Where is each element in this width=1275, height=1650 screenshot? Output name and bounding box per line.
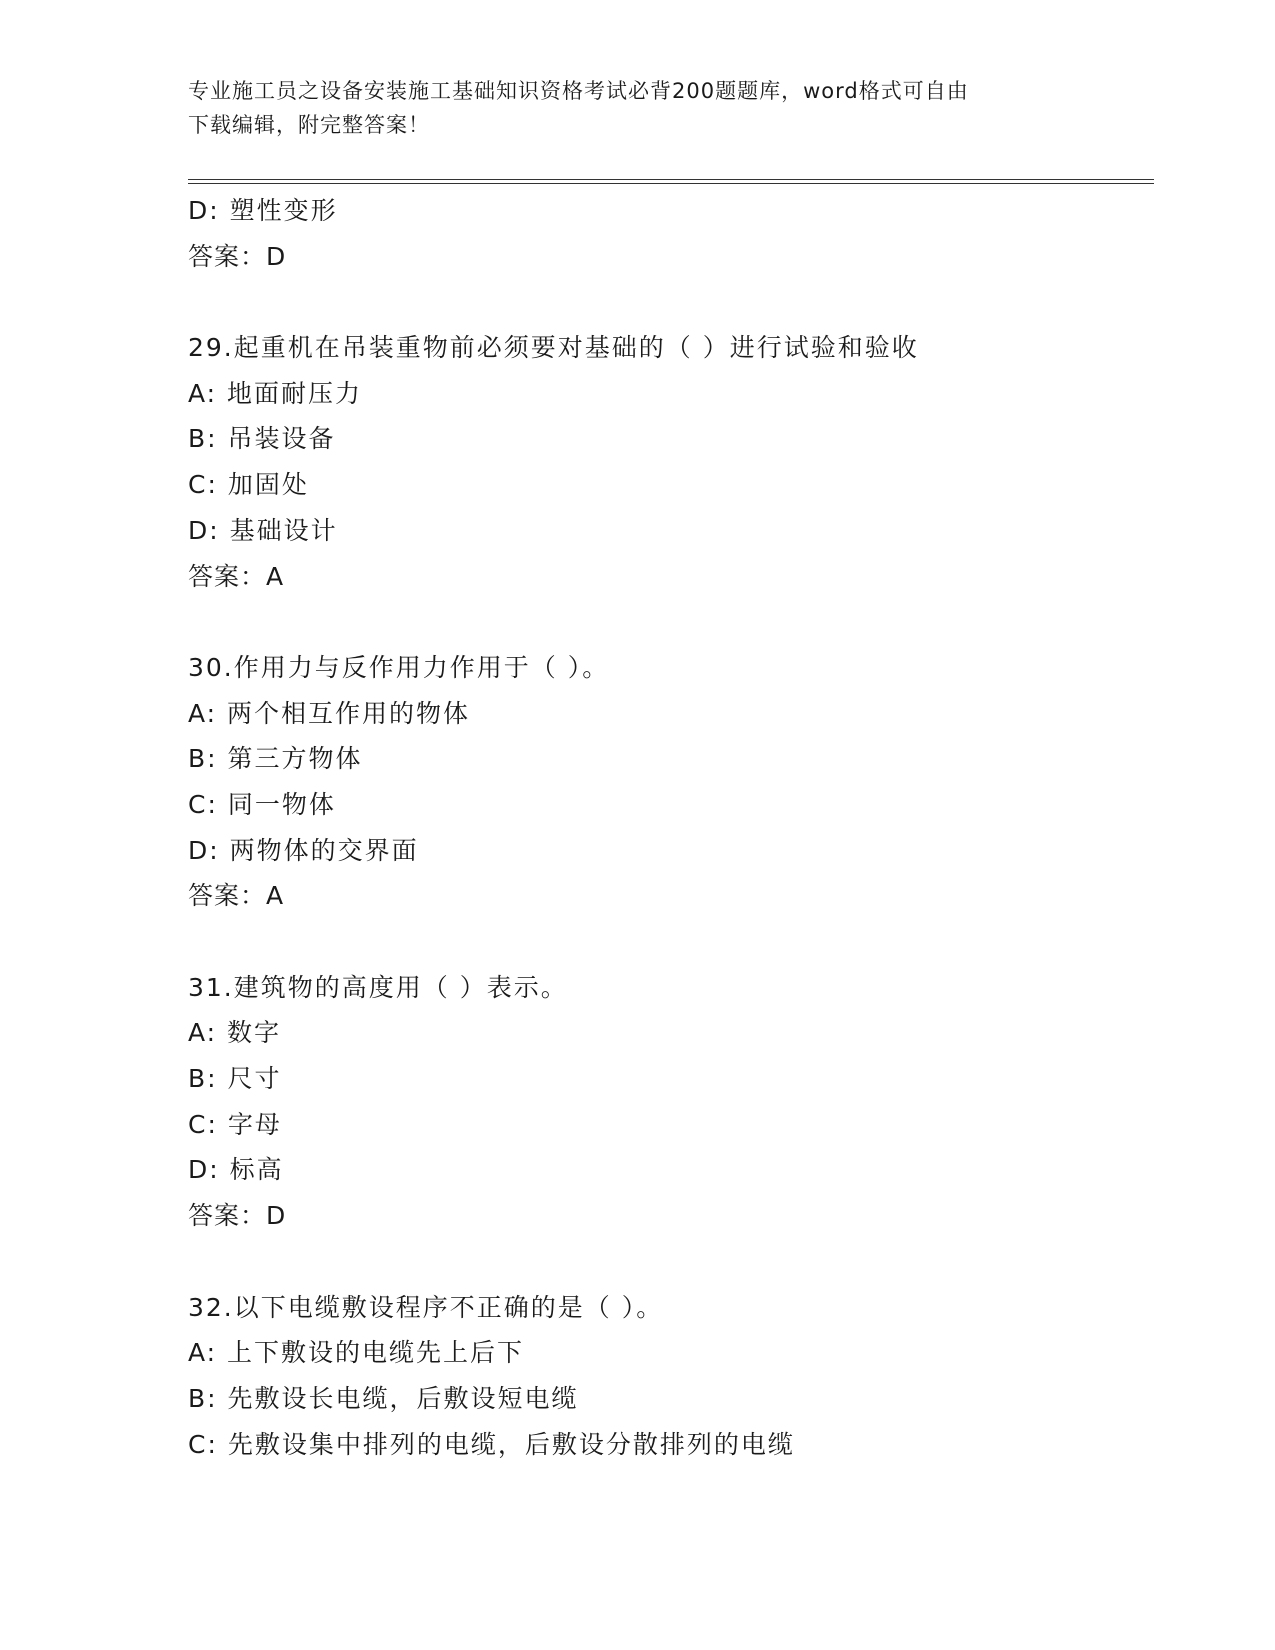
answer: 答案：A — [188, 561, 285, 591]
option-d: D: 基础设计 — [188, 515, 338, 545]
option-a: A: 数字 — [188, 1018, 282, 1048]
header-line-1: 专业施工员之设备安装施工基础知识资格考试必背200题题库，word格式可自由 — [188, 79, 969, 103]
question-stem: 30.作用力与反作用力作用于（ ）。 — [188, 652, 610, 682]
header-divider-top — [188, 179, 1154, 180]
option-d: D: 标高 — [188, 1155, 284, 1185]
prev-option-d: D: 塑性变形 — [188, 196, 338, 225]
option-b: B: 尺寸 — [188, 1064, 282, 1094]
option-c: C: 加固处 — [188, 470, 309, 500]
option-b: B: 第三方物体 — [188, 744, 363, 774]
spacer — [188, 599, 1154, 645]
spacer — [188, 1239, 1154, 1285]
option-b: B: 先敷设长电缆，后敷设短电缆 — [188, 1383, 579, 1413]
prev-answer: 答案：D — [188, 241, 287, 271]
question-32 — [188, 1285, 1154, 1468]
header-divider-bottom — [188, 183, 1154, 184]
answer: 答案：D — [188, 1201, 287, 1231]
question-stem: 29.起重机在吊装重物前必须要对基础的（ ）进行试验和验收 — [188, 333, 919, 363]
option-c: C: 先敷设集中排列的电缆，后敷设分散排列的电缆 — [188, 1429, 795, 1459]
option-d: D: 两物体的交界面 — [188, 835, 419, 865]
question-30 — [188, 645, 1154, 919]
header-line-2: 下载编辑，附完整答案！ — [188, 113, 430, 137]
document-header — [188, 74, 1088, 142]
option-c: C: 字母 — [188, 1109, 282, 1139]
question-stem: 31.建筑物的高度用（ ）表示。 — [188, 972, 568, 1002]
spacer — [188, 279, 1154, 325]
option-c: C: 同一物体 — [188, 789, 336, 819]
question-stem: 32.以下电缆敷设程序不正确的是（ ）。 — [188, 1292, 664, 1322]
option-b: B: 吊装设备 — [188, 424, 336, 454]
option-a: A: 两个相互作用的物体 — [188, 698, 471, 728]
option-a: A: 上下敷设的电缆先上后下 — [188, 1338, 525, 1368]
question-31 — [188, 965, 1154, 1239]
question-29 — [188, 325, 1154, 599]
spacer — [188, 919, 1154, 965]
answer: 答案：A — [188, 881, 285, 911]
option-a: A: 地面耐压力 — [188, 378, 363, 408]
question-list — [188, 188, 1154, 1467]
